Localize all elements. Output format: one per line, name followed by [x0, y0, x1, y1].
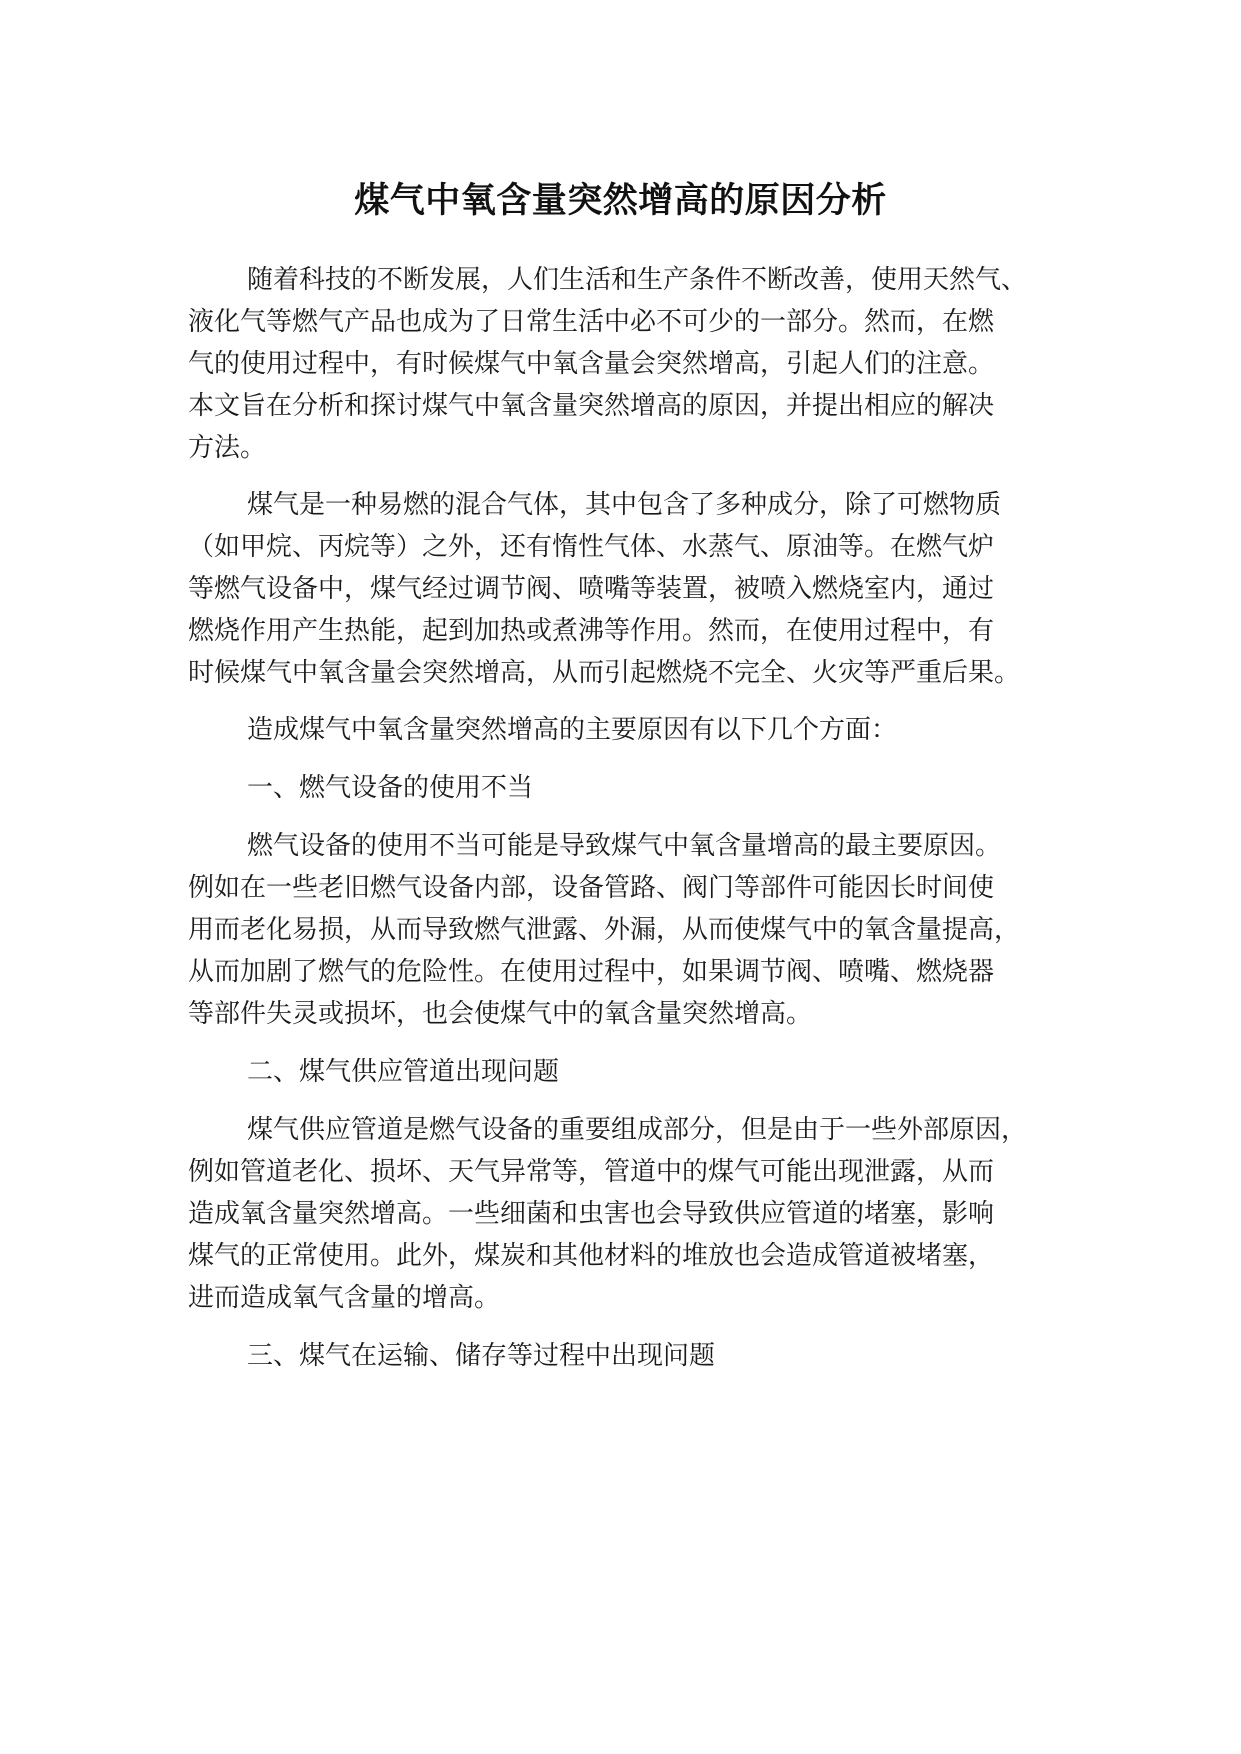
- paragraph-2-line-3: 等燃气设备中，煤气经过调节阀、喷嘴等装置，被喷入燃烧室内，通过: [188, 574, 995, 604]
- paragraph-2-line-1: 煤气是一种易燃的混合气体，其中包含了多种成分，除了可燃物质: [247, 490, 1002, 520]
- paragraph-5-line-4: 煤气的正常使用。此外，煤炭和其他材料的堆放也会造成管道被堵塞，: [188, 1241, 995, 1271]
- paragraph-4-line-5: 等部件失灵或损坏，也会使煤气中的氧含量突然增高。: [188, 999, 813, 1029]
- paragraph-4-line-3: 用而老化易损，从而导致燃气泄露、外漏，从而使煤气中的氧含量提高，: [188, 915, 1021, 945]
- paragraph-3-line-1: 造成煤气中氧含量突然增高的主要原因有以下几个方面：: [247, 715, 898, 745]
- paragraph-2-line-4: 燃烧作用产生热能，起到加热或煮沸等作用。然而，在使用过程中，有: [188, 616, 995, 646]
- paragraph-4-line-2: 例如在一些老旧燃气设备内部，设备管路、阀门等部件可能因长时间使: [188, 873, 995, 903]
- section-heading-3: 三、煤气在运输、储存等过程中出现问题: [247, 1341, 716, 1371]
- paragraph-1-line-4: 本文旨在分析和探讨煤气中氧含量突然增高的原因，并提出相应的解决: [188, 391, 995, 421]
- paragraph-5-line-5: 进而造成氧气含量的增高。: [188, 1283, 501, 1313]
- paragraph-2-line-2: （如甲烷、丙烷等）之外，还有惰性气体、水蒸气、原油等。在燃气炉: [188, 532, 995, 562]
- paragraph-1-line-2: 液化气等燃气产品也成为了日常生活中必不可少的一部分。然而，在燃: [188, 307, 995, 337]
- paragraph-4-line-1: 燃气设备的使用不当可能是导致煤气中氧含量增高的最主要原因。: [247, 831, 1002, 861]
- paragraph-1-line-5: 方法。: [188, 433, 267, 463]
- paragraph-5-line-1: 煤气供应管道是燃气设备的重要组成部分，但是由于一些外部原因，: [247, 1115, 1028, 1145]
- paragraph-4-line-4: 从而加剧了燃气的危险性。在使用过程中，如果调节阀、喷嘴、燃烧器: [188, 957, 995, 987]
- section-heading-2: 二、煤气供应管道出现问题: [247, 1057, 560, 1087]
- paragraph-1-line-1: 随着科技的不断发展，人们生活和生产条件不断改善，使用天然气、: [247, 265, 1028, 295]
- section-heading-1: 一、燃气设备的使用不当: [247, 773, 534, 803]
- document-title: 煤气中氧含量突然增高的原因分析: [354, 181, 887, 221]
- paragraph-5-line-3: 造成氧含量突然增高。一些细菌和虫害也会导致供应管道的堵塞，影响: [188, 1199, 995, 1229]
- paragraph-2-line-5: 时候煤气中氧含量会突然增高，从而引起燃烧不完全、火灾等严重后果。: [188, 658, 1021, 688]
- paragraph-1-line-3: 气的使用过程中，有时候煤气中氧含量会突然增高，引起人们的注意。: [188, 349, 995, 379]
- paragraph-5-line-2: 例如管道老化、损坏、天气异常等，管道中的煤气可能出现泄露，从而: [188, 1157, 995, 1187]
